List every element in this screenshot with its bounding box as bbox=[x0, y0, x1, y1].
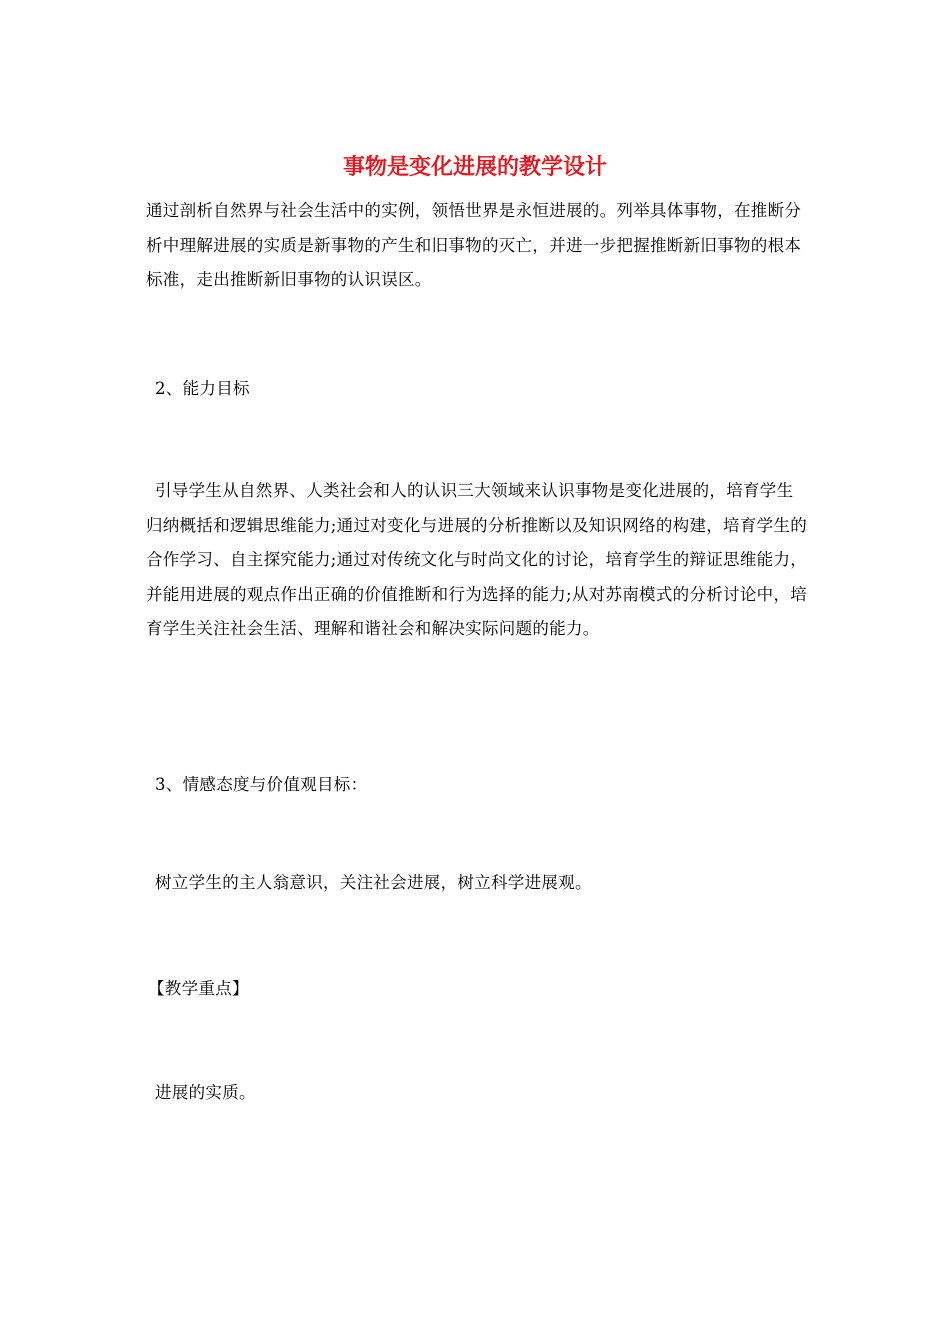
key-point-heading: 【教学重点】 bbox=[148, 979, 249, 998]
emotion-paragraph: 树立学生的主人翁意识，关注社会进展，树立科学进展观。 bbox=[155, 873, 592, 892]
ability-paragraph: 引导学生从自然界、人类社会和人的认识三大领域来认识事物是变化进展的，培育学生归纳概括和逻辑思维能力;通过对变化与进展的分析推断以及知识网络的构建，培育学生的合作学习、自主探究能力;通过对传统文化与时尚文化的讨论，培育学生的辩证思维能力，并能用进展的观点作出正确的价值推断和行为选择的能力;从对苏南模式的分析讨论中，培育学生关注社会生活、理解和谐社会和解决实际问题的能力。 bbox=[146, 481, 808, 638]
ability-heading: 2、能力目标 bbox=[155, 379, 250, 398]
key-point-paragraph: 进展的实质。 bbox=[155, 1083, 256, 1102]
document-title: 事物是变化进展的教学设计 bbox=[342, 154, 607, 180]
intro-paragraph: 通过剖析自然界与社会生活中的实例，领悟世界是永恒进展的。列举具体事物，在推断分析中理解进展的实质是新事物的产生和旧事物的灭亡，并进一步把握推断新旧事物的根本标准，走出推断新旧事物的认识误区。 bbox=[146, 201, 802, 289]
emotion-heading: 3、情感态度与价值观目标： bbox=[155, 775, 368, 794]
